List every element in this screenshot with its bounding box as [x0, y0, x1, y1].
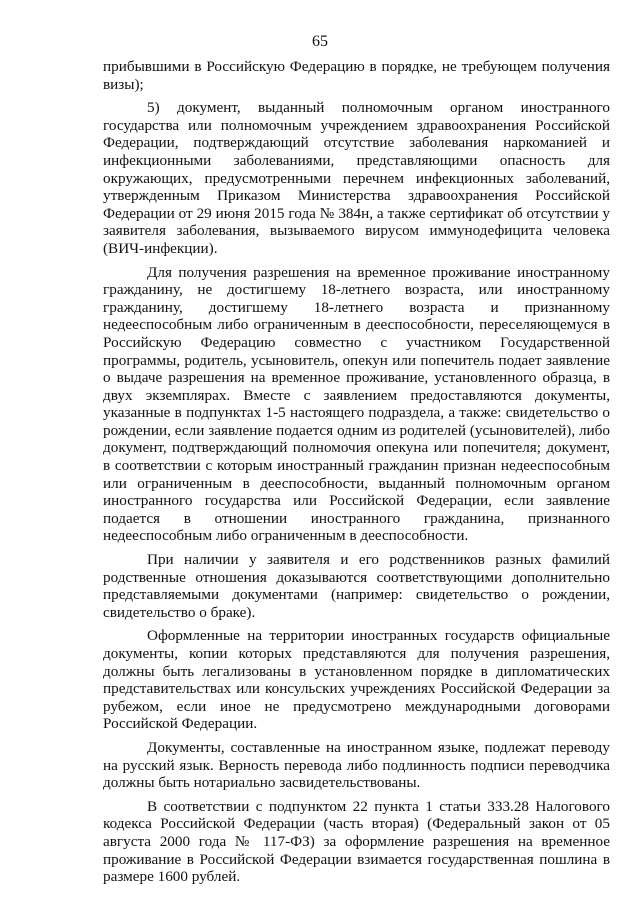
- paragraph-item-5: 5) документ, выданный полномочным органом иностранного государства или полномочным учреждением здравоохранения Российской Федерации, подтверждающий отсутствие заболевания наркоманией и инфекционными заболеваниями, представляющими опасность для окружающих, предусмотренными перечнем инфекционных заболеваний, утвержденным Приказом Министерства здравоохранения Российской Федерации от 29 июня 2015 года № 384н, а также сертификат об отсутствии у заявителя заболевания, вызываемого вирусом иммунодефицита человека (ВИЧ-инфекции).: [103, 99, 610, 257]
- paragraph-state-fee: В соответствии с подпунктом 22 пункта 1 статьи 333.28 Налогового кодекса Российской Федерации (часть вторая) (Федеральный закон от 05 августа 2000 года № 117-ФЗ) за оформление разрешения на временное проживание в Российской Федерации взимается государственная пошлина в размере 1600 рублей.: [103, 797, 610, 886]
- paragraph-relatives: При наличии у заявителя и его родственников разных фамилий родственные отношения доказываются соответствующими дополнительно представляемыми документами (например: свидетельство о рождении, свидетельство о браке).: [103, 551, 610, 621]
- paragraph-minors: Для получения разрешения на временное проживание иностранному гражданину, не достигшему 18-летнего возраста, или иностранному гражданину, достигшему 18-летнего возраста и признанному недееспособным либо ограниченным в дееспособности, переселяющемуся в Российскую Федерацию совместно с участником Государственной программы, родитель, усыновитель, опекун или попечитель подает заявление о выдаче разрешения на временное проживание, установленного образца, в двух экземплярах. Вместе с заявлением предоставляются документы, указанные в подпунктах 1-5 настоящего подраздела, а также: свидетельство о рождении, если заявление подается одним из родителей (усыновителей), либо документ, подтверждающий полномочия опекуна или попечителя; документ, в соответствии с которым иностранный гражданин признан недееспособным или ограниченным в дееспособности, выданный полномочным органом иностранного государства или Российской Федерации, если заявление подается в отношении иностранного гражданина, признанного недееспособным либо ограниченным в дееспособности.: [103, 263, 610, 545]
- document-body: [103, 58, 610, 892]
- paragraph-translation: Документы, составленные на иностранном языке, подлежат переводу на русский язык. Верность перевода либо подлинность подписи переводчика должны быть нотариально засвидетельствованы.: [103, 738, 610, 792]
- paragraph-continuation: прибывшими в Российскую Федерацию в порядке, не требующем получения визы);: [103, 58, 610, 93]
- page-number: 65: [312, 33, 328, 50]
- paragraph-legalization: Оформленные на территории иностранных государств официальные документы, копии которых представляются для получения разрешения, должны быть легализованы в установленном порядке в дипломатических представительствах или консульских учреждениях Российской Федерации за рубежом, если иное не предусмотрено международными договорами Российской Федерации.: [103, 627, 610, 733]
